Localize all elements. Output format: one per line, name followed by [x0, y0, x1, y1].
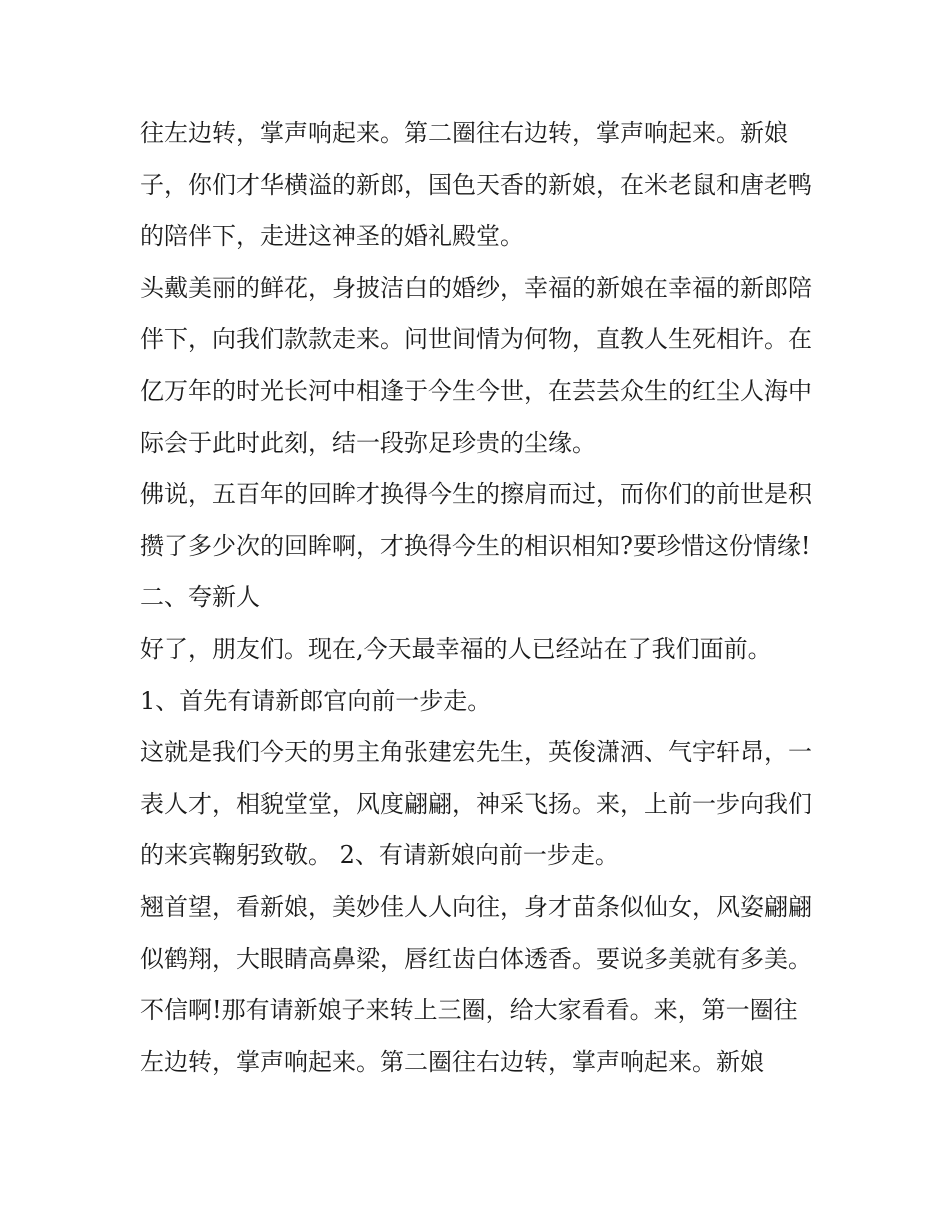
paragraph: 1、首先有请新郎官向前一步走。 — [140, 686, 492, 715]
paragraph: 翘首望，看新娘，美妙佳人人向往，身才苗条似仙女，风姿翩翩似鹤翔，大眼睛高鼻梁，唇红齿白体透香。要说多美就有多美。 — [140, 892, 812, 973]
paragraph: 佛说，五百年的回眸才换得今生的擦肩而过，而你们的前世是积攒了多少次的回眸啊，才换得今生的相识相知?要珍惜这份情缘! 二、夸新人 — [140, 480, 812, 612]
paragraph: 不信啊!那有请新娘子来转上三圈，给大家看看。来，第一圈往左边转，掌声响起来。第二圈往右边转，掌声响起来。新娘 — [140, 996, 798, 1076]
document-body — [140, 108, 820, 1088]
paragraph: 这就是我们今天的男主角张建宏先生，英俊潇洒、气宇轩昂，一表人才，相貌堂堂，风度翩翩，神采飞扬。来，上前一步向我们的来宾鞠躬致敬。 2、有请新娘向前一步走。 — [140, 738, 812, 870]
paragraph: 往左边转，掌声响起来。第二圈往右边转，掌声响起来。新娘子，你们才华横溢的新郎，国色天香的新娘，在米老鼠和唐老鸭的陪伴下，走进这神圣的婚礼殿堂。 — [140, 119, 812, 251]
paragraph: 好了，朋友们。现在,今天最幸福的人已经站在了我们面前。 — [140, 634, 772, 663]
paragraph: 头戴美丽的鲜花，身披洁白的婚纱，幸福的新娘在幸福的新郎陪伴下，向我们款款走来。问世间情为何物，直教人生死相许。在亿万年的时光长河中相逢于今生今世，在芸芸众生的红尘人海中际会于此时此刻，结一段弥足珍贵的尘缘。 — [140, 273, 812, 457]
